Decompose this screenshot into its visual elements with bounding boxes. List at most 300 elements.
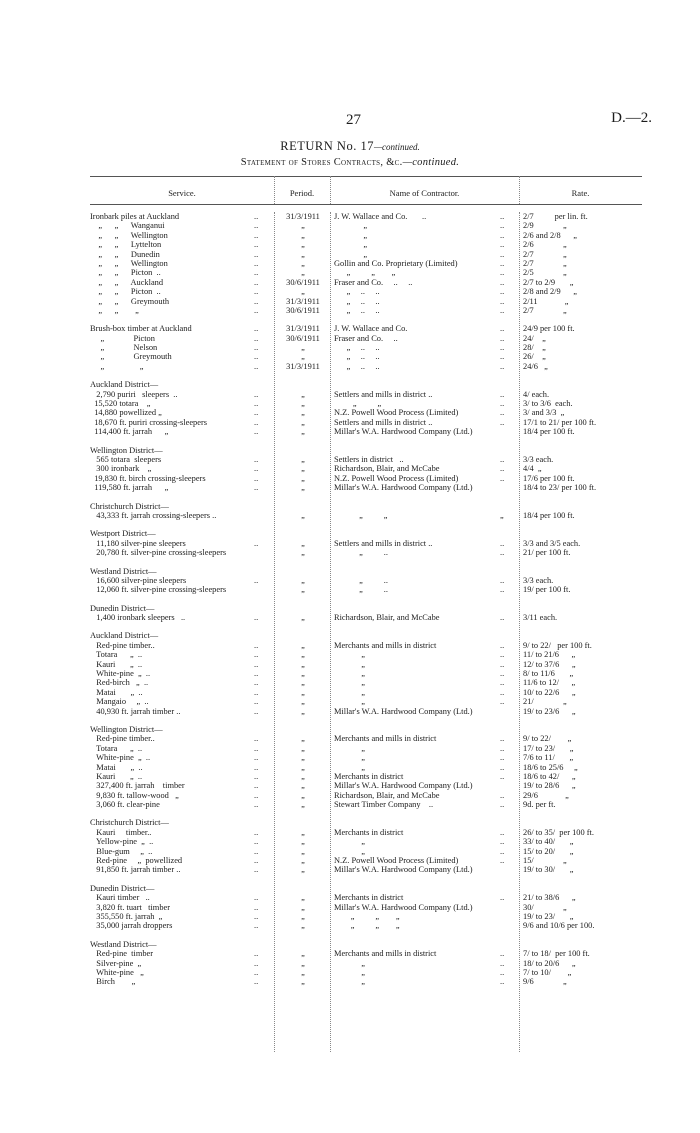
contractor-cell: „ .. .. bbox=[334, 361, 380, 371]
service-leader: .. bbox=[254, 324, 259, 334]
rate-cell: 7/ to 18/ per 100 ft. bbox=[523, 949, 590, 959]
period-cell: 31/3/1911 bbox=[286, 361, 320, 371]
table-row bbox=[0, 697, 700, 706]
contractor-cell: Stewart Timber Company .. bbox=[334, 800, 434, 810]
rate-cell: 8/ to 11/6 „ bbox=[523, 669, 574, 679]
contractor-cell: „ „ bbox=[334, 510, 388, 520]
row-spacer bbox=[0, 493, 700, 502]
table-row bbox=[0, 539, 700, 548]
service-cell: „ „ bbox=[90, 361, 144, 371]
table-row bbox=[0, 278, 700, 287]
service-cell: 19,830 ft. birch crossing-sleepers bbox=[90, 473, 206, 483]
contractor-cell: Millar's W.A. Hardwood Company (Ltd.) bbox=[334, 483, 473, 493]
rate-cell: 11/6 to 12/ „ bbox=[523, 678, 576, 688]
service-leader: .. bbox=[254, 687, 259, 697]
contractor-cell: N.Z. Powell Wood Process (Limited) bbox=[334, 856, 459, 866]
table-row bbox=[0, 511, 700, 520]
table-row bbox=[0, 949, 700, 958]
contractor-leader: .. bbox=[500, 352, 505, 362]
service-cell: Wellington District— bbox=[90, 445, 163, 455]
period-cell: „ bbox=[301, 408, 305, 418]
contractor-cell: J. W. Wallace and Co. .. bbox=[334, 212, 427, 221]
contractor-cell: Richardson, Blair, and McCabe bbox=[334, 464, 440, 474]
service-cell: 15,520 totara „ bbox=[90, 399, 151, 409]
service-leader: .. bbox=[254, 249, 259, 259]
service-leader: .. bbox=[254, 613, 259, 623]
contractor-leader: .. bbox=[500, 287, 505, 297]
period-cell: „ bbox=[301, 856, 305, 866]
table-top-rule bbox=[90, 176, 642, 177]
contractor-cell: Settlers and mills in district .. bbox=[334, 538, 433, 548]
rate-cell: 9/ to 22/ per 100 ft. bbox=[523, 640, 592, 650]
service-leader: .. bbox=[254, 389, 259, 399]
service-cell: „ Nelson bbox=[90, 343, 158, 353]
table-row bbox=[0, 399, 700, 408]
contractor-cell: „ „ „ bbox=[334, 921, 400, 931]
service-cell: Red-pine timber.. bbox=[90, 640, 155, 650]
service-cell: Totara „ .. bbox=[90, 743, 143, 753]
contractor-cell: „ bbox=[334, 753, 365, 763]
rate-cell: 26/ „ bbox=[523, 352, 546, 362]
contractor-cell: N.Z. Powell Wood Process (Limited) bbox=[334, 473, 459, 483]
table-row bbox=[0, 669, 700, 678]
rate-cell: 10/ to 22/6 „ bbox=[523, 687, 576, 697]
period-cell: „ bbox=[301, 753, 305, 763]
contractor-cell: „ „ bbox=[334, 399, 382, 409]
contractor-leader: .. bbox=[500, 678, 505, 688]
rate-cell: 2/7 „ bbox=[523, 305, 567, 315]
rate-cell: 24/9 per 100 ft. bbox=[523, 324, 575, 334]
contractor-leader: .. bbox=[500, 771, 505, 781]
service-cell: „ „ „ bbox=[90, 305, 139, 315]
service-cell: Yellow-pine „ .. bbox=[90, 837, 154, 847]
period-cell: „ bbox=[301, 977, 305, 987]
table-row bbox=[0, 744, 700, 753]
table-row bbox=[0, 660, 700, 669]
table-row bbox=[0, 828, 700, 837]
rate-cell: 19/ per 100 ft. bbox=[523, 585, 571, 595]
service-leader: .. bbox=[254, 790, 259, 800]
period-cell: „ bbox=[301, 865, 305, 875]
rate-cell: 19/ to 28/6 „ bbox=[523, 781, 576, 791]
service-leader: .. bbox=[254, 361, 259, 371]
service-leader: .. bbox=[254, 473, 259, 483]
period-cell: „ bbox=[301, 240, 305, 250]
service-leader: .. bbox=[254, 856, 259, 866]
service-leader: .. bbox=[254, 240, 259, 250]
service-leader: .. bbox=[254, 734, 259, 744]
contractor-leader: .. bbox=[500, 893, 505, 903]
table-row bbox=[0, 474, 700, 483]
rate-cell: 3/3 and 3/5 each. bbox=[523, 538, 581, 548]
table-row bbox=[0, 959, 700, 968]
contractor-cell: „ .. .. bbox=[334, 352, 380, 362]
table-row bbox=[0, 818, 700, 827]
rate-cell: 21/ „ bbox=[523, 697, 567, 707]
service-leader: .. bbox=[254, 483, 259, 493]
contractor-cell: „ bbox=[334, 743, 365, 753]
contractor-cell: „ .. bbox=[334, 585, 388, 595]
service-cell: „ „ Picton .. bbox=[90, 287, 161, 297]
period-cell: „ bbox=[301, 912, 305, 921]
table-row bbox=[0, 650, 700, 659]
return-title-main: RETURN No. 17 bbox=[280, 139, 374, 153]
service-cell: 327,400 ft. jarrah timber bbox=[90, 781, 185, 791]
service-cell: Kauri „ .. bbox=[90, 659, 143, 669]
contractor-cell: N.Z. Powell Wood Process (Limited) bbox=[334, 408, 459, 418]
contractor-cell: Millar's W.A. Hardwood Company (Ltd.) bbox=[334, 706, 473, 716]
rate-cell: 21/ per 100 ft. bbox=[523, 548, 571, 558]
service-cell: „ „ Wellington bbox=[90, 258, 168, 268]
table-row bbox=[0, 585, 700, 594]
service-leader: .. bbox=[254, 958, 259, 968]
period-cell: „ bbox=[301, 613, 305, 623]
service-cell: 20,780 ft. silver-pine crossing-sleepers bbox=[90, 548, 227, 558]
statement-subtitle bbox=[0, 157, 700, 168]
header-contractor: Name of Contractor. bbox=[389, 188, 460, 198]
period-cell: „ bbox=[301, 967, 305, 977]
rate-cell: 4/ each. bbox=[523, 389, 550, 399]
rate-cell: 19/ to 30/ „ bbox=[523, 865, 574, 875]
table-row bbox=[0, 250, 700, 259]
contractor-leader: .. bbox=[500, 659, 505, 669]
contractor-cell: Merchants and mills in district bbox=[334, 734, 437, 744]
period-cell: „ bbox=[301, 893, 305, 903]
row-spacer bbox=[0, 371, 700, 380]
table-row bbox=[0, 725, 700, 734]
service-cell: Totara „ .. bbox=[90, 650, 143, 660]
contractor-cell: „ .. .. bbox=[334, 305, 380, 315]
service-cell: Christchurch District— bbox=[90, 818, 169, 828]
table-row bbox=[0, 334, 700, 343]
period-cell: „ bbox=[301, 762, 305, 772]
rate-cell: 18/4 to 23/ per 100 ft. bbox=[523, 483, 597, 493]
table-row bbox=[0, 847, 700, 856]
service-cell: Red-pine timber bbox=[90, 949, 154, 959]
period-cell: „ bbox=[301, 687, 305, 697]
service-cell: Birch „ bbox=[90, 977, 136, 987]
contractor-leader: „ bbox=[500, 510, 504, 520]
service-leader: .. bbox=[254, 800, 259, 810]
service-cell: 300 ironbark „ bbox=[90, 464, 152, 474]
contractor-leader: .. bbox=[500, 977, 505, 987]
period-cell: „ bbox=[301, 249, 305, 259]
rate-cell: 2/7 to 2/9 „ bbox=[523, 277, 574, 287]
contractor-leader: .. bbox=[500, 361, 505, 371]
period-cell: „ bbox=[301, 352, 305, 362]
service-leader: .. bbox=[254, 650, 259, 660]
rate-cell: 2/6 „ bbox=[523, 240, 567, 250]
period-cell: 31/3/1911 bbox=[286, 212, 320, 221]
period-cell: „ bbox=[301, 781, 305, 791]
contractor-cell: „ .. .. bbox=[334, 296, 380, 306]
service-leader: .. bbox=[254, 669, 259, 679]
contractor-cell: Settlers and mills in district .. bbox=[334, 417, 433, 427]
contractor-leader: .. bbox=[500, 837, 505, 847]
contractor-leader: .. bbox=[500, 454, 505, 464]
period-cell: „ bbox=[301, 258, 305, 268]
contractor-leader: .. bbox=[500, 967, 505, 977]
service-cell: 1,400 ironbark sleepers .. bbox=[90, 613, 186, 623]
contractor-cell: „ .. .. bbox=[334, 343, 380, 353]
rate-cell: 18/4 per 100 ft. bbox=[523, 427, 575, 437]
service-cell: „ Picton bbox=[90, 333, 155, 343]
rate-cell: 2/8 and 2/9 „ bbox=[523, 287, 577, 297]
table-row bbox=[0, 324, 700, 333]
table-row bbox=[0, 903, 700, 912]
table-row bbox=[0, 893, 700, 902]
service-leader: .. bbox=[254, 659, 259, 669]
service-leader: .. bbox=[254, 538, 259, 548]
table-row bbox=[0, 631, 700, 640]
contractor-cell: „ .. bbox=[334, 548, 388, 558]
contractor-cell: Merchants in district bbox=[334, 771, 404, 781]
contractor-cell: „ bbox=[334, 221, 368, 231]
contractor-cell: „ bbox=[334, 240, 368, 250]
service-leader: .. bbox=[254, 333, 259, 343]
service-cell: Matai „ .. bbox=[90, 762, 143, 772]
service-leader: .. bbox=[254, 743, 259, 753]
contractor-cell: „ bbox=[334, 967, 365, 977]
contractor-leader: .. bbox=[500, 240, 505, 250]
service-cell: 355,550 ft. jarrah „ bbox=[90, 912, 163, 921]
service-cell: 35,000 jarrah droppers bbox=[90, 921, 173, 931]
contractor-leader: .. bbox=[500, 734, 505, 744]
row-spacer bbox=[0, 520, 700, 529]
service-cell: White-pine „ bbox=[90, 967, 144, 977]
table-row bbox=[0, 287, 700, 296]
row-spacer bbox=[0, 315, 700, 324]
service-leader: .. bbox=[254, 921, 259, 931]
period-cell: „ bbox=[301, 464, 305, 474]
service-leader: .. bbox=[254, 706, 259, 716]
rate-cell: 19/ to 23/ „ bbox=[523, 912, 574, 921]
contractor-leader: .. bbox=[500, 324, 505, 334]
service-leader: .. bbox=[254, 575, 259, 585]
period-cell: „ bbox=[301, 949, 305, 959]
contractor-leader: .. bbox=[500, 408, 505, 418]
table-row bbox=[0, 240, 700, 249]
period-cell: „ bbox=[301, 640, 305, 650]
contractor-cell: Merchants in district bbox=[334, 827, 404, 837]
period-cell: „ bbox=[301, 734, 305, 744]
period-cell: „ bbox=[301, 697, 305, 707]
rate-cell: 3/ to 3/6 each. bbox=[523, 399, 573, 409]
service-cell: 43,333 ft. jarrah crossing-sleepers .. bbox=[90, 510, 217, 520]
contractor-leader: .. bbox=[500, 650, 505, 660]
row-spacer bbox=[0, 595, 700, 604]
period-cell: „ bbox=[301, 538, 305, 548]
service-leader: .. bbox=[254, 352, 259, 362]
header-rate: Rate. bbox=[571, 188, 590, 198]
table-row bbox=[0, 231, 700, 240]
service-cell: Auckland District— bbox=[90, 631, 159, 641]
contractor-cell: „ bbox=[334, 687, 365, 697]
service-leader: .. bbox=[254, 902, 259, 912]
period-cell: „ bbox=[301, 575, 305, 585]
return-title bbox=[0, 139, 700, 154]
service-cell: 16,600 silver-pine sleepers bbox=[90, 575, 187, 585]
service-leader: .. bbox=[254, 697, 259, 707]
contractor-cell: Settlers in district .. bbox=[334, 454, 404, 464]
period-cell: „ bbox=[301, 427, 305, 437]
period-cell: „ bbox=[301, 343, 305, 353]
contractor-cell: Millar's W.A. Hardwood Company (Ltd.) bbox=[334, 781, 473, 791]
contractor-cell: Richardson, Blair, and McCabe bbox=[334, 790, 440, 800]
period-cell: „ bbox=[301, 678, 305, 688]
period-cell: 31/3/1911 bbox=[286, 296, 320, 306]
rate-cell: 2/7 „ bbox=[523, 249, 567, 259]
row-spacer bbox=[0, 558, 700, 567]
period-cell: „ bbox=[301, 706, 305, 716]
service-cell: 114,400 ft. jarrah „ bbox=[90, 427, 169, 437]
rate-cell: 17/ to 23/ „ bbox=[523, 743, 574, 753]
contractor-cell: „ .. .. bbox=[334, 287, 380, 297]
service-leader: .. bbox=[254, 408, 259, 418]
service-cell: Red-pine timber.. bbox=[90, 734, 155, 744]
rate-cell: 3/ and 3/3 „ bbox=[523, 408, 565, 418]
contractor-cell: „ bbox=[334, 958, 365, 968]
table-row bbox=[0, 800, 700, 809]
service-cell: Westland District— bbox=[90, 566, 157, 576]
contractor-leader: .. bbox=[500, 790, 505, 800]
table-row bbox=[0, 781, 700, 790]
service-leader: .. bbox=[254, 427, 259, 437]
service-cell: White-pine „ .. bbox=[90, 753, 151, 763]
rate-cell: 28/ „ bbox=[523, 343, 546, 353]
table-row bbox=[0, 772, 700, 781]
service-leader: .. bbox=[254, 343, 259, 353]
service-leader: .. bbox=[254, 865, 259, 875]
period-cell: „ bbox=[301, 771, 305, 781]
contractor-cell: „ bbox=[334, 762, 365, 772]
service-leader: .. bbox=[254, 258, 259, 268]
service-cell: Auckland District— bbox=[90, 380, 159, 390]
rate-cell: 26/ to 35/ per 100 ft. bbox=[523, 827, 594, 837]
table-row bbox=[0, 678, 700, 687]
contractor-cell: „ „ „ bbox=[334, 268, 396, 278]
period-cell: „ bbox=[301, 921, 305, 931]
row-spacer bbox=[0, 809, 700, 818]
row-spacer bbox=[0, 931, 700, 940]
service-leader: .. bbox=[254, 640, 259, 650]
service-leader: .. bbox=[254, 837, 259, 847]
rate-cell: 21/ to 38/6 „ bbox=[523, 893, 576, 903]
service-cell: Dunedin District— bbox=[90, 883, 155, 893]
table-row bbox=[0, 529, 700, 538]
contractor-leader: .. bbox=[500, 846, 505, 856]
table-row bbox=[0, 613, 700, 622]
service-cell: „ „ Greymouth bbox=[90, 296, 170, 306]
period-cell: „ bbox=[301, 650, 305, 660]
rate-cell: 3/3 each. bbox=[523, 454, 554, 464]
service-cell: 18,670 ft. puriri crossing-sleepers bbox=[90, 417, 207, 427]
period-cell: „ bbox=[301, 454, 305, 464]
table-row bbox=[0, 418, 700, 427]
table-row bbox=[0, 268, 700, 277]
service-cell: 3,820 ft. tuart timber bbox=[90, 902, 171, 912]
table-row bbox=[0, 212, 700, 221]
service-leader: .. bbox=[254, 399, 259, 409]
contractor-leader: .. bbox=[500, 258, 505, 268]
contractor-leader: .. bbox=[500, 575, 505, 585]
service-leader: .. bbox=[254, 268, 259, 278]
contractor-leader: .. bbox=[500, 389, 505, 399]
return-title-cont: —continued. bbox=[373, 142, 420, 152]
period-cell: „ bbox=[301, 473, 305, 483]
service-cell: 9,830 ft. tallow-wood „ bbox=[90, 790, 179, 800]
service-cell: Wellington District— bbox=[90, 724, 163, 734]
table-row bbox=[0, 912, 700, 921]
rate-cell: 11/ to 21/6 „ bbox=[523, 650, 576, 660]
rate-cell: 9/6 „ bbox=[523, 977, 567, 987]
contractor-leader: .. bbox=[500, 949, 505, 959]
header-bottom-rule bbox=[90, 204, 642, 205]
service-cell: Red-pine „ powellized bbox=[90, 856, 183, 866]
contractor-cell: „ .. bbox=[334, 575, 388, 585]
contractor-leader: .. bbox=[500, 333, 505, 343]
contractor-cell: Fraser and Co. .. bbox=[334, 333, 398, 343]
service-cell: Silver-pine „ bbox=[90, 958, 142, 968]
service-cell: „ „ Wanganui bbox=[90, 221, 165, 231]
service-leader: .. bbox=[254, 287, 259, 297]
service-cell: „ „ Dunedin bbox=[90, 249, 160, 259]
service-leader: .. bbox=[254, 296, 259, 306]
contractor-cell: „ bbox=[334, 249, 368, 259]
service-cell: Westland District— bbox=[90, 939, 157, 949]
service-cell: Christchurch District— bbox=[90, 501, 169, 511]
contractor-leader: .. bbox=[500, 640, 505, 650]
service-cell: 40,930 ft. jarrah timber .. bbox=[90, 706, 181, 716]
service-leader: .. bbox=[254, 230, 259, 240]
contractor-leader: .. bbox=[500, 277, 505, 287]
statement-subtitle-main: Statement of Stores Contracts, &c. bbox=[240, 157, 403, 168]
contractor-leader: .. bbox=[500, 827, 505, 837]
rate-cell: 15/ „ bbox=[523, 856, 567, 866]
rate-cell: 2/6 and 2/8 „ bbox=[523, 230, 577, 240]
table-row bbox=[0, 576, 700, 585]
table-row bbox=[0, 865, 700, 874]
contractor-cell: Settlers and mills in district .. bbox=[334, 389, 433, 399]
contractor-leader: .. bbox=[500, 687, 505, 697]
period-cell: „ bbox=[301, 846, 305, 856]
service-cell: 2,790 puriri sleepers .. bbox=[90, 389, 178, 399]
service-leader: .. bbox=[254, 846, 259, 856]
page-number: 27 bbox=[346, 112, 361, 128]
table-row bbox=[0, 380, 700, 389]
contractor-leader: .. bbox=[500, 296, 505, 306]
period-cell: „ bbox=[301, 483, 305, 493]
rate-cell: 17/1 to 21/ per 100 ft. bbox=[523, 417, 597, 427]
table-row bbox=[0, 604, 700, 613]
table-row bbox=[0, 968, 700, 977]
service-cell: Ironbark piles at Auckland bbox=[90, 212, 180, 221]
table-row bbox=[0, 921, 700, 930]
table-row bbox=[0, 390, 700, 399]
service-leader: .. bbox=[254, 762, 259, 772]
period-cell: „ bbox=[301, 268, 305, 278]
period-cell: „ bbox=[301, 417, 305, 427]
service-leader: .. bbox=[254, 949, 259, 959]
table-row bbox=[0, 483, 700, 492]
period-cell: 30/6/1911 bbox=[286, 277, 320, 287]
contractor-cell: Millar's W.A. Hardwood Company (Ltd.) bbox=[334, 865, 473, 875]
statement-subtitle-cont: —continued. bbox=[402, 157, 460, 168]
period-cell: „ bbox=[301, 221, 305, 231]
table-row bbox=[0, 352, 700, 361]
period-cell: „ bbox=[301, 548, 305, 558]
contractor-cell: „ bbox=[334, 678, 365, 688]
